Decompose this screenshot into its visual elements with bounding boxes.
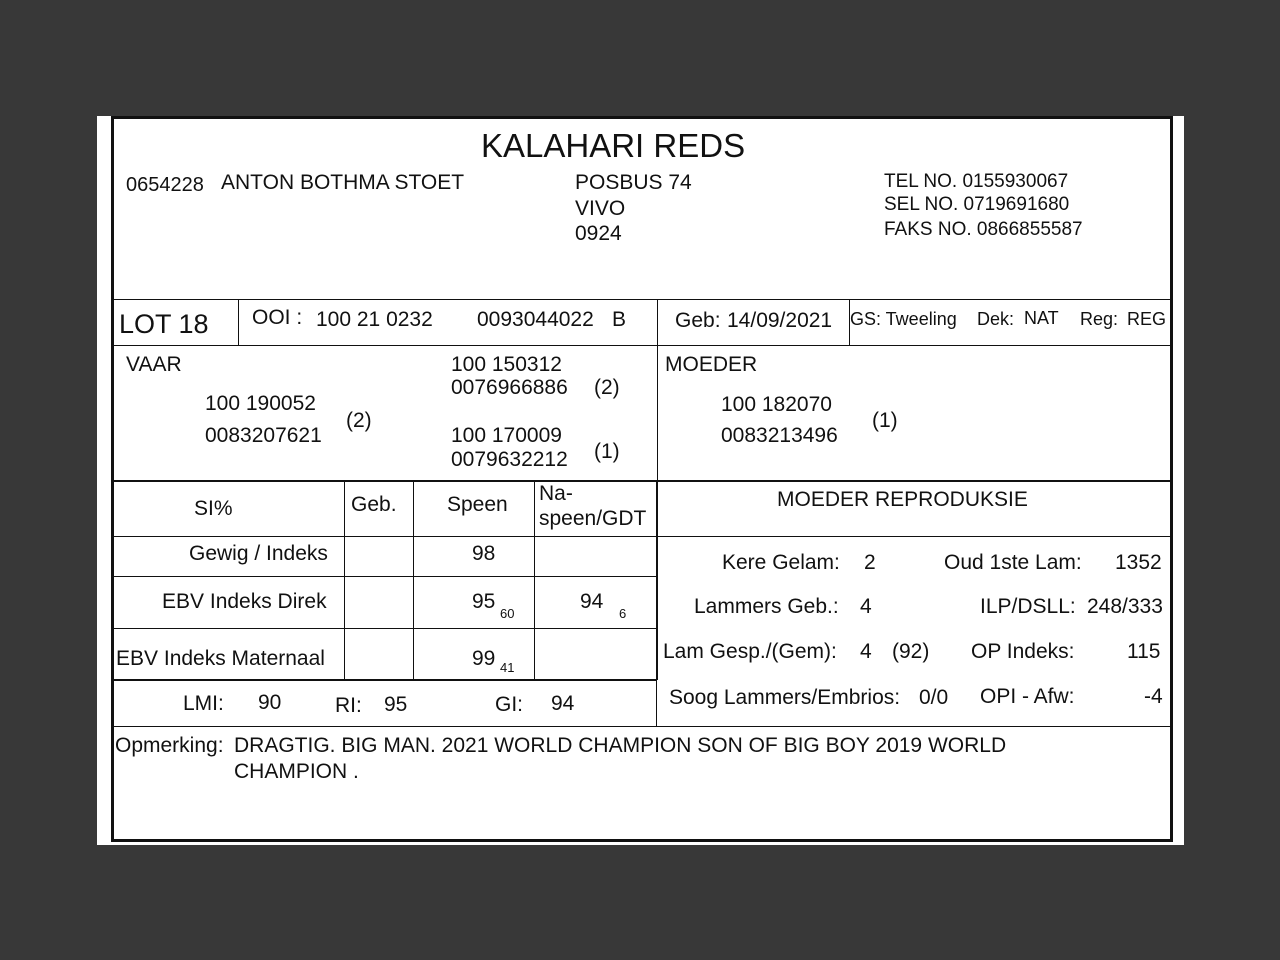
divider-lot-col: [238, 299, 239, 346]
row-speen-gewig: 98: [472, 542, 496, 565]
row-naspeen-direk-acc: 6: [619, 606, 627, 621]
ooi-grade: B: [612, 308, 627, 331]
tel-number: TEL NO. 0155930067: [884, 171, 1069, 192]
card-right-border: [1170, 116, 1173, 842]
soog-lammers-label: Soog Lammers/Embrios:: [669, 686, 901, 709]
sire-sire-mark: (2): [594, 376, 620, 399]
address-line-2: VIVO: [575, 197, 626, 220]
kere-gelam-value: 2: [864, 551, 876, 574]
sire-dam-mark: (1): [594, 440, 620, 463]
row-speen-direk: 95: [472, 590, 496, 613]
divider-header: [111, 299, 1173, 300]
remark-line-2: CHAMPION .: [234, 760, 359, 783]
dam-number: 100 182070: [721, 393, 832, 416]
ooi-number: 100 21 0232: [316, 308, 433, 331]
geb-date: 14/09/2021: [727, 309, 833, 332]
breeder-number: 0654228: [126, 174, 204, 196]
divider-section-mid: [656, 480, 658, 680]
ooi-reg-code: 0093044022: [477, 308, 594, 331]
header-naspeen-1: Na-: [539, 482, 573, 505]
gi-label: GI:: [495, 693, 524, 716]
header-naspeen-2: speen/GDT: [539, 507, 647, 530]
divider-col-speen: [413, 480, 414, 680]
sel-number: SEL NO. 0719691680: [884, 194, 1070, 215]
oud-lam-value: 1352: [1115, 551, 1162, 574]
divider-row1: [111, 576, 657, 577]
ri-label: RI:: [335, 694, 362, 717]
row-label-gewig: Gewig / Indeks: [189, 542, 328, 565]
header-speen: Speen: [447, 493, 508, 516]
op-indeks-value: 115: [1127, 640, 1161, 663]
reg-label: Reg:: [1080, 309, 1119, 329]
lam-gesp-avg: (92): [892, 640, 930, 663]
sire-number: 100 190052: [205, 392, 316, 415]
remark-line-1: DRAGTIG. BIG MAN. 2021 WORLD CHAMPION SON OF BIG BOY 2019 WORLD: [234, 734, 1007, 757]
geb-label: Geb:: [675, 309, 721, 332]
row-speen-maternaal: 99: [472, 647, 496, 670]
oud-lam-label: Oud 1ste Lam:: [944, 551, 1082, 574]
sire-mark: (2): [346, 409, 372, 432]
header-si: SI%: [194, 497, 233, 520]
sire-sire-number: 100 150312: [451, 353, 562, 376]
opi-afw-value: -4: [1144, 685, 1163, 708]
row-naspeen-direk: 94: [580, 590, 604, 613]
row-label-maternaal: EBV Indeks Maternaal: [116, 647, 325, 670]
gs-label: GS: Tweeling: [850, 309, 957, 329]
vaar-label: VAAR: [126, 353, 182, 376]
dek-value: NAT: [1024, 308, 1059, 328]
divider-col-naspeen: [534, 480, 535, 680]
op-indeks-label: OP Indeks:: [971, 640, 1075, 663]
row-speen-maternaal-acc: 41: [500, 660, 515, 675]
sire-code: 0083207621: [205, 424, 322, 447]
lmi-label: LMI:: [183, 692, 224, 715]
sire-dam-number: 100 170009: [451, 424, 562, 447]
card-bottom-border: [111, 839, 1173, 842]
gi-value: 94: [551, 692, 575, 715]
header-geb: Geb.: [351, 493, 397, 516]
divider-lot: [111, 345, 1173, 346]
row-label-direk: EBV Indeks Direk: [162, 590, 327, 613]
divider-geb-col: [657, 299, 658, 482]
ri-value: 95: [384, 693, 408, 716]
ilp-dsll-label: ILP/DSLL:: [980, 595, 1076, 618]
dam-mark: (1): [872, 409, 898, 432]
divider-row2: [111, 628, 657, 629]
opi-afw-label: OPI - Afw:: [980, 685, 1075, 708]
divider-remark-mid: [656, 679, 657, 727]
card-top-border: [111, 116, 1173, 119]
soog-lammers-value: 0/0: [919, 686, 949, 709]
reg-value: REG: [1127, 309, 1167, 329]
address-line-1: POSBUS 74: [575, 171, 692, 194]
sire-sire-code: 0076966886: [451, 376, 568, 399]
ooi-label: OOI :: [252, 306, 303, 329]
divider-remark: [111, 726, 1173, 727]
card-left-border: [111, 116, 114, 840]
moeder-label: MOEDER: [665, 353, 758, 376]
remark-label: Opmerking:: [115, 734, 224, 757]
reproduction-title: MOEDER REPRODUKSIE: [777, 488, 1028, 511]
breed-title: KALAHARI REDS: [481, 127, 746, 164]
divider-col-geb: [344, 480, 345, 680]
kere-gelam-label: Kere Gelam:: [722, 551, 840, 574]
lmi-value: 90: [258, 691, 282, 714]
faks-number: FAKS NO. 0866855587: [884, 219, 1083, 240]
sire-dam-code: 0079632212: [451, 448, 568, 471]
lammers-geb-value: 4: [860, 595, 872, 618]
row-speen-direk-acc: 60: [500, 606, 515, 621]
lammers-geb-label: Lammers Geb.:: [694, 595, 839, 618]
sale-card: [97, 116, 1184, 845]
divider-index-header: [111, 536, 1173, 537]
breeder-name: ANTON BOTHMA STOET: [221, 171, 465, 194]
divider-row3: [111, 679, 657, 681]
lot-label: LOT 18: [119, 309, 209, 339]
address-line-3: 0924: [575, 222, 622, 245]
ilp-dsll-value: 248/333: [1087, 595, 1163, 618]
dek-label: Dek:: [977, 309, 1015, 329]
lam-gesp-value: 4: [860, 640, 872, 663]
lam-gesp-label: Lam Gesp./(Gem):: [663, 640, 837, 663]
divider-pedigree: [111, 480, 1173, 482]
dam-code: 0083213496: [721, 424, 838, 447]
